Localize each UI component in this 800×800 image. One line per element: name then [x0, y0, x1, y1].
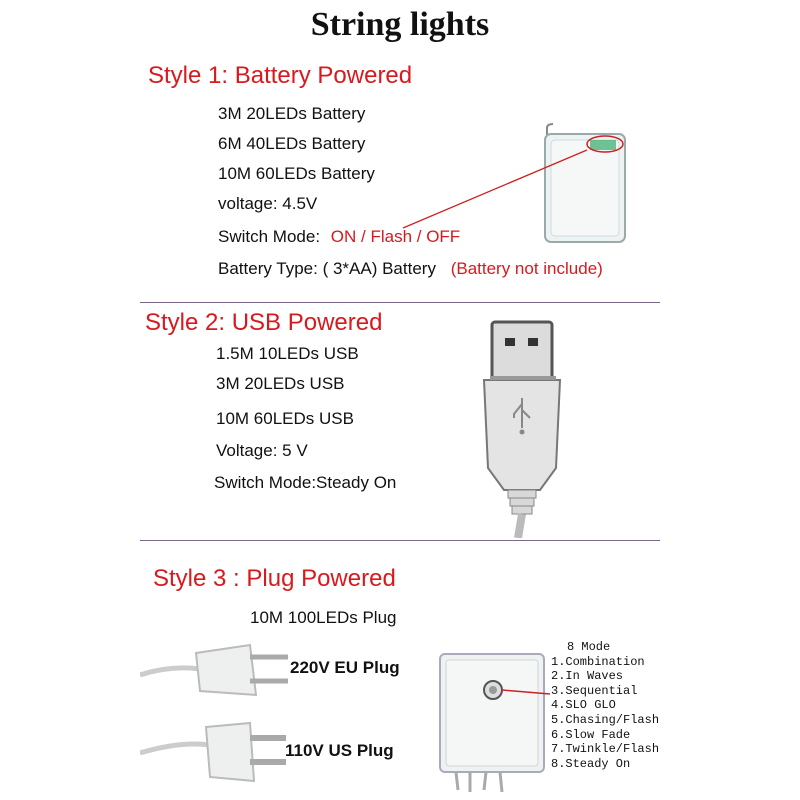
style1-voltage: voltage: 4.5V [218, 194, 318, 213]
style2-voltage: Voltage: 5 V [216, 441, 308, 460]
style1-item: 10M 60LEDs Battery [218, 164, 375, 183]
divider [140, 302, 660, 303]
switch-mode-label: Switch Mode: [218, 227, 321, 246]
mode-item: 5.Chasing/Flash [551, 712, 660, 727]
mode-item: 4.SLO GLO [551, 698, 616, 713]
controller-box-icon [436, 650, 551, 795]
battery-type-label: Battery Type: ( 3*AA) Battery [218, 259, 436, 278]
mode-item: 2.In Waves [551, 669, 624, 684]
eu-plug-label: 220V EU Plug [290, 658, 400, 677]
style2-switch-mode: Switch Mode:Steady On [214, 473, 397, 492]
divider [140, 540, 660, 541]
mode-title: 8 Mode [567, 640, 611, 654]
battery-box-icon [395, 120, 635, 250]
style2-heading: Style 2: USB Powered [145, 309, 383, 336]
battery-note: (Battery not include) [450, 259, 603, 278]
mode-item: 1.Combination [551, 654, 645, 669]
style3-subtitle: 10M 100LEDs Plug [250, 608, 397, 627]
switch-mode-value: ON / Flash / OFF [330, 227, 461, 246]
style2-item: 3M 20LEDs USB [216, 374, 345, 393]
style1-heading: Style 1: Battery Powered [148, 62, 413, 89]
style1-battery-row [218, 259, 603, 279]
us-plug-label: 110V US Plug [285, 741, 394, 760]
style3-heading: Style 3 : Plug Powered [153, 565, 396, 592]
mode-item: 3.Sequential [551, 683, 638, 698]
style1-item: 3M 20LEDs Battery [218, 104, 366, 123]
mode-item: 8.Steady On [551, 756, 631, 771]
eu-plug-icon [140, 635, 290, 705]
mode-item: 6.Slow Fade [551, 727, 631, 742]
mode-item: 7.Twinkle/Flash [551, 742, 660, 757]
style2-item: 1.5M 10LEDs USB [216, 344, 359, 363]
us-plug-icon [140, 715, 290, 790]
usb-connector-icon [470, 318, 590, 538]
page-title: String lights [310, 6, 490, 43]
mode-list [551, 640, 659, 771]
style1-item: 6M 40LEDs Battery [218, 134, 366, 153]
style2-item: 10M 60LEDs USB [216, 409, 354, 428]
